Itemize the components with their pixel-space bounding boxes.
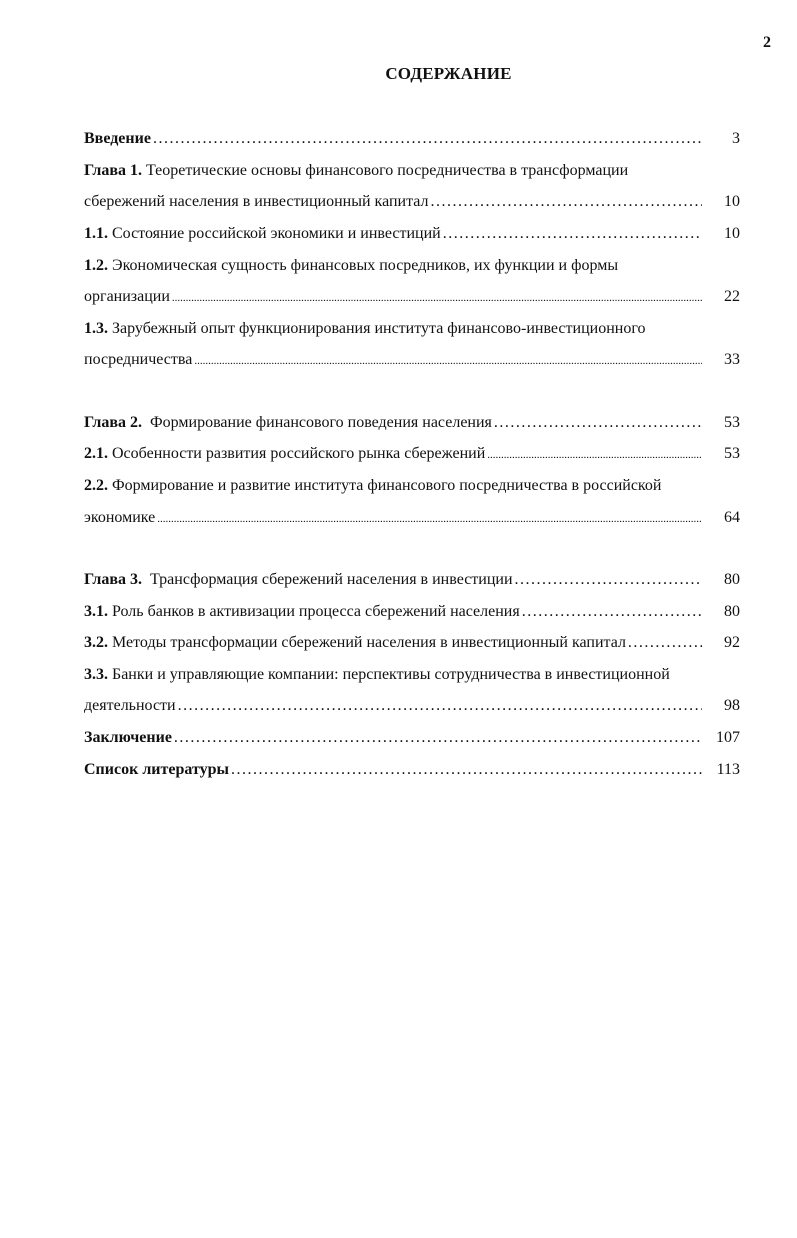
toc-page-number: 22 bbox=[724, 288, 740, 305]
toc-section-number: 2.1. bbox=[84, 445, 108, 462]
toc-page-number: 10 bbox=[724, 225, 740, 242]
toc-page-number: 80 bbox=[724, 603, 740, 620]
toc-entry-section-2-2-line2 bbox=[84, 507, 746, 529]
toc-leader bbox=[494, 412, 702, 434]
toc-entry-section-1-2-line1 bbox=[84, 255, 746, 277]
toc-entry-section-3-3-line2 bbox=[84, 695, 746, 717]
toc-page-number: 80 bbox=[724, 571, 740, 588]
toc-label: организации bbox=[84, 288, 170, 305]
toc-leader bbox=[157, 508, 702, 530]
toc-page-number: 113 bbox=[716, 761, 740, 778]
toc-page-number: 10 bbox=[724, 193, 740, 210]
toc-entry-section-1-1 bbox=[84, 223, 746, 245]
toc-page-number: 3 bbox=[732, 130, 740, 147]
toc-entry-introduction bbox=[84, 128, 746, 150]
toc-chapter-number: Глава 2. bbox=[84, 414, 142, 431]
toc-label: сбережений населения в инвестиционный капитал bbox=[84, 193, 429, 210]
toc-chapter-number: Глава 1. bbox=[84, 162, 142, 179]
toc-leader bbox=[628, 632, 702, 654]
toc-leader bbox=[174, 727, 702, 749]
toc-leader bbox=[515, 569, 702, 591]
toc-label: посредничества bbox=[84, 351, 193, 368]
toc-entry-chapter-1-line1 bbox=[84, 160, 746, 182]
document-title: СОДЕРЖАНИЕ bbox=[385, 64, 512, 83]
toc-label: деятельности bbox=[84, 697, 176, 714]
toc-entry-references bbox=[84, 759, 746, 781]
toc-entry-chapter-1-line2 bbox=[84, 191, 746, 213]
toc-page-number: 92 bbox=[724, 634, 740, 651]
toc-page-number: 53 bbox=[724, 445, 740, 462]
toc-entry-section-1-3-line1 bbox=[84, 318, 746, 340]
toc-section-number: 1.3. bbox=[84, 320, 108, 337]
toc-page-number: 53 bbox=[724, 414, 740, 431]
toc-page-number: 98 bbox=[724, 697, 740, 714]
toc-entry-chapter-3 bbox=[84, 569, 746, 591]
toc-leader bbox=[153, 128, 702, 150]
toc-entry-section-1-3-line2 bbox=[84, 349, 746, 371]
toc-label: Введение bbox=[84, 130, 151, 147]
toc-entry-chapter-2 bbox=[84, 412, 746, 434]
toc-label: экономике bbox=[84, 509, 156, 526]
toc-leader bbox=[231, 759, 702, 781]
toc-leader bbox=[194, 350, 702, 372]
toc-page-number: 64 bbox=[724, 509, 740, 526]
toc-leader bbox=[522, 601, 702, 623]
toc-section-number: 2.2. bbox=[84, 477, 108, 494]
toc-section-number: 3.3. bbox=[84, 666, 108, 683]
toc-leader bbox=[431, 191, 702, 213]
toc-entry-section-2-1 bbox=[84, 443, 746, 465]
toc-leader bbox=[443, 223, 702, 245]
toc-label: Экономическая сущность финансовых посредников, их функции и формы bbox=[112, 257, 619, 274]
toc-entry-section-3-3-line1 bbox=[84, 664, 746, 686]
toc-page-number: 107 bbox=[716, 729, 740, 746]
toc-section-number: 1.2. bbox=[84, 257, 108, 274]
toc-label: Заключение bbox=[84, 729, 172, 746]
toc-label: Формирование финансового поведения населения bbox=[150, 414, 492, 431]
toc-entry-section-1-2-line2 bbox=[84, 286, 746, 308]
toc-leader bbox=[172, 287, 702, 309]
toc-label: Банки и управляющие компании: перспективы сотрудничества в инвестиционной bbox=[112, 666, 670, 683]
toc-label: Методы трансформации сбережений населения в инвестиционный капитал bbox=[112, 634, 626, 651]
toc-label: Список литературы bbox=[84, 761, 229, 778]
toc-label: Состояние российской экономики и инвестиций bbox=[112, 225, 441, 242]
page-number: 2 bbox=[763, 34, 771, 51]
toc-label: Роль банков в активизации процесса сбережений населения bbox=[112, 603, 520, 620]
toc-entry-conclusion bbox=[84, 727, 746, 749]
toc-chapter-number: Глава 3. bbox=[84, 571, 142, 588]
toc-page-number: 33 bbox=[724, 351, 740, 368]
toc-label: Зарубежный опыт функционирования института финансово-инвестиционного bbox=[112, 320, 646, 337]
toc-leader bbox=[487, 444, 702, 466]
toc-section-number: 1.1. bbox=[84, 225, 108, 242]
toc-label: Особенности развития российского рынка сбережений bbox=[112, 445, 486, 462]
toc-entry-section-3-1 bbox=[84, 601, 746, 623]
toc-label: Трансформация сбережений населения в инвестиции bbox=[150, 571, 513, 588]
toc-leader bbox=[178, 695, 702, 717]
toc-section-number: 3.1. bbox=[84, 603, 108, 620]
toc-label: Теоретические основы финансового посредничества в трансформации bbox=[146, 162, 629, 179]
toc-section-number: 3.2. bbox=[84, 634, 108, 651]
toc-label: Формирование и развитие института финансового посредничества в российской bbox=[112, 477, 662, 494]
toc-entry-section-2-2-line1 bbox=[84, 475, 746, 497]
toc-entry-section-3-2 bbox=[84, 632, 746, 654]
